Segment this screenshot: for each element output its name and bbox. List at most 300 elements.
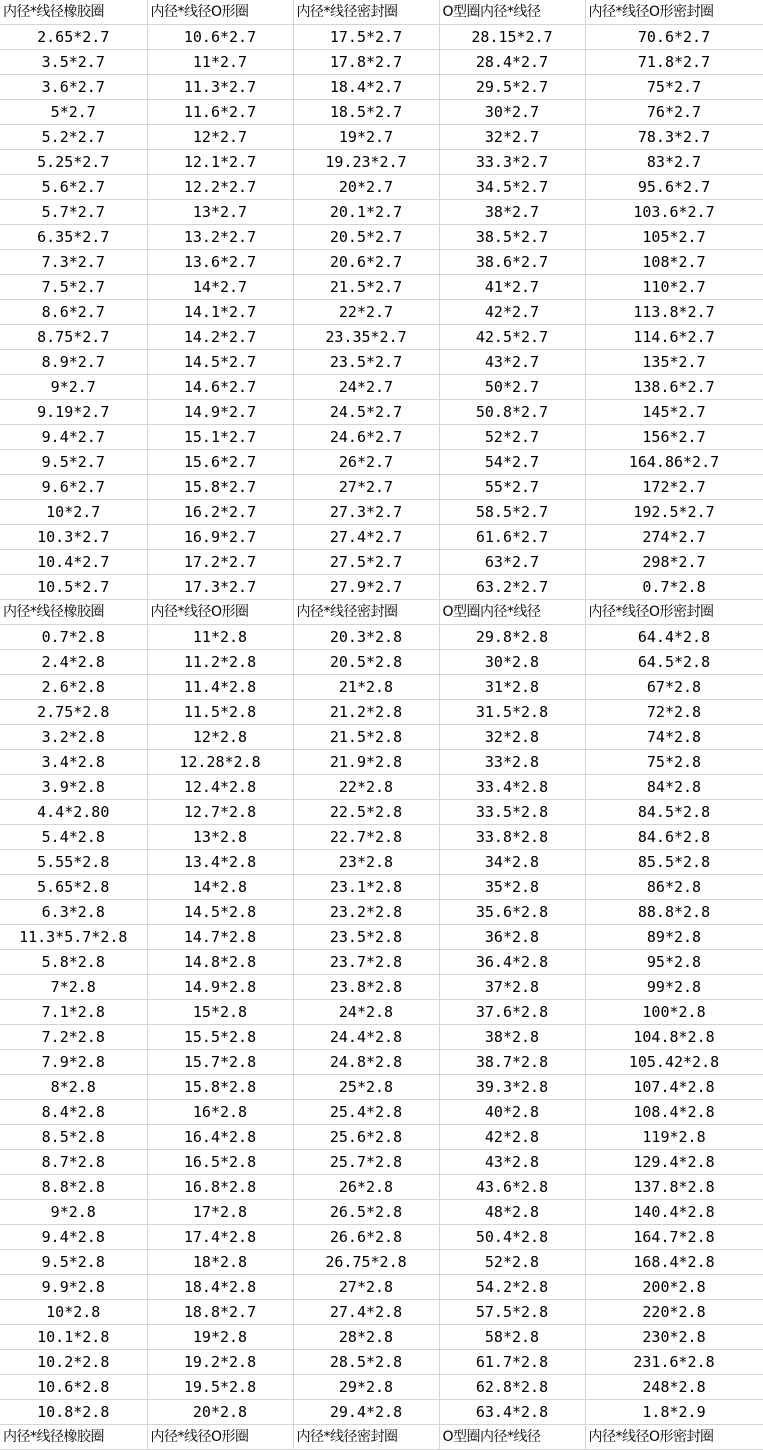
table-cell[interactable]: 7*2.8 — [0, 975, 147, 1000]
table-cell[interactable]: 15.1*2.7 — [147, 425, 293, 450]
table-cell[interactable]: 58*2.8 — [439, 1325, 585, 1350]
table-cell[interactable]: 27.5*2.7 — [293, 550, 439, 575]
table-cell[interactable]: 5.55*2.8 — [0, 850, 147, 875]
table-cell[interactable]: 10.6*2.7 — [147, 25, 293, 50]
table-cell[interactable]: 14.8*2.8 — [147, 950, 293, 975]
table-cell[interactable]: 74*2.8 — [585, 725, 763, 750]
table-cell[interactable]: 43.6*2.8 — [439, 1175, 585, 1200]
table-cell[interactable]: 105.42*2.8 — [585, 1050, 763, 1075]
table-cell[interactable]: 42*2.8 — [439, 1125, 585, 1150]
table-row — [0, 200, 763, 225]
table-cell[interactable]: 13.6*2.7 — [147, 250, 293, 275]
table-cell[interactable]: 17.4*2.8 — [147, 1225, 293, 1250]
table-cell[interactable]: 220*2.8 — [585, 1300, 763, 1325]
table-cell[interactable]: 164.7*2.8 — [585, 1225, 763, 1250]
table-cell[interactable]: 3.5*2.7 — [0, 50, 147, 75]
table-cell[interactable]: 8.8*2.8 — [0, 1175, 147, 1200]
table-cell[interactable]: 10.2*2.8 — [0, 1350, 147, 1375]
table-cell[interactable]: 8.5*2.8 — [0, 1125, 147, 1150]
table-cell[interactable]: 12.28*2.8 — [147, 750, 293, 775]
table-cell[interactable]: 83*2.7 — [585, 150, 763, 175]
table-cell[interactable]: 19*2.7 — [293, 125, 439, 150]
table-cell[interactable]: 15.5*2.8 — [147, 1025, 293, 1050]
table-cell[interactable]: 0.7*2.8 — [585, 575, 763, 600]
table-cell[interactable]: 164.86*2.7 — [585, 450, 763, 475]
table-cell[interactable]: 23.8*2.8 — [293, 975, 439, 1000]
table-cell[interactable]: 21.9*2.8 — [293, 750, 439, 775]
table-cell[interactable]: 18.5*2.7 — [293, 100, 439, 125]
table-cell[interactable]: 11.3*2.7 — [147, 75, 293, 100]
table-cell[interactable]: 19.23*2.7 — [293, 150, 439, 175]
table-cell[interactable]: 145*2.7 — [585, 400, 763, 425]
table-cell[interactable]: 23.2*2.8 — [293, 900, 439, 925]
table-cell[interactable]: 231.6*2.8 — [585, 1350, 763, 1375]
table-cell[interactable]: 20.6*2.7 — [293, 250, 439, 275]
header-row — [0, 600, 763, 625]
table-cell[interactable]: 9.4*2.8 — [0, 1225, 147, 1250]
table-cell[interactable]: 50.4*2.8 — [439, 1225, 585, 1250]
table-cell[interactable]: 30*2.8 — [439, 650, 585, 675]
table-cell[interactable]: 29.5*2.7 — [439, 75, 585, 100]
table-cell[interactable]: 5.4*2.8 — [0, 825, 147, 850]
table-cell[interactable]: 85.5*2.8 — [585, 850, 763, 875]
table-cell[interactable]: 54*2.7 — [439, 450, 585, 475]
table-cell[interactable]: 113.8*2.7 — [585, 300, 763, 325]
table-cell[interactable]: 11.5*2.8 — [147, 700, 293, 725]
header-cell[interactable]: 内径*线径O形圈 — [147, 600, 293, 625]
table-cell[interactable]: 78.3*2.7 — [585, 125, 763, 150]
table-cell[interactable]: 62.8*2.8 — [439, 1375, 585, 1400]
table-cell[interactable]: 17.3*2.7 — [147, 575, 293, 600]
table-cell[interactable]: 33.3*2.7 — [439, 150, 585, 175]
table-cell[interactable]: 14.9*2.8 — [147, 975, 293, 1000]
table-cell[interactable]: 15.6*2.7 — [147, 450, 293, 475]
table-cell[interactable]: 38*2.8 — [439, 1025, 585, 1050]
table-cell[interactable]: 24.4*2.8 — [293, 1025, 439, 1050]
table-cell[interactable]: 10.8*2.8 — [0, 1400, 147, 1425]
table-cell[interactable]: 104.8*2.8 — [585, 1025, 763, 1050]
table-cell[interactable]: 5.6*2.7 — [0, 175, 147, 200]
table-cell[interactable]: 7.1*2.8 — [0, 1000, 147, 1025]
table-cell[interactable]: 64.4*2.8 — [585, 625, 763, 650]
table-cell[interactable]: 24.8*2.8 — [293, 1050, 439, 1075]
table-cell[interactable]: 34*2.8 — [439, 850, 585, 875]
table-cell[interactable]: 40*2.8 — [439, 1100, 585, 1125]
table-cell[interactable]: 4.4*2.80 — [0, 800, 147, 825]
table-cell[interactable]: 37*2.8 — [439, 975, 585, 1000]
table-cell[interactable]: 75*2.8 — [585, 750, 763, 775]
table-cell[interactable]: 3.9*2.8 — [0, 775, 147, 800]
table-cell[interactable]: 5.8*2.8 — [0, 950, 147, 975]
table-cell[interactable]: 18.8*2.7 — [147, 1300, 293, 1325]
table-cell[interactable]: 20.5*2.8 — [293, 650, 439, 675]
table-cell[interactable]: 5*2.7 — [0, 100, 147, 125]
table-cell[interactable]: 27.3*2.7 — [293, 500, 439, 525]
table-cell[interactable]: 23.7*2.8 — [293, 950, 439, 975]
header-cell[interactable]: 内径*线径O形圈 — [147, 1425, 293, 1450]
header-cell[interactable]: 内径*线径密封圈 — [293, 0, 439, 25]
table-cell[interactable]: 108*2.7 — [585, 250, 763, 275]
table-cell[interactable]: 3.2*2.8 — [0, 725, 147, 750]
table-cell[interactable]: 9.4*2.7 — [0, 425, 147, 450]
table-cell[interactable]: 16*2.8 — [147, 1100, 293, 1125]
table-cell[interactable]: 105*2.7 — [585, 225, 763, 250]
table-cell[interactable]: 10*2.7 — [0, 500, 147, 525]
header-cell[interactable]: 内径*线径密封圈 — [293, 600, 439, 625]
table-cell[interactable]: 25.7*2.8 — [293, 1150, 439, 1175]
table-cell[interactable]: 28.15*2.7 — [439, 25, 585, 50]
table-cell[interactable]: 61.7*2.8 — [439, 1350, 585, 1375]
header-cell[interactable]: 内径*线径O形密封圈 — [585, 600, 763, 625]
table-cell[interactable]: 39.3*2.8 — [439, 1075, 585, 1100]
table-cell[interactable]: 88.8*2.8 — [585, 900, 763, 925]
table-cell[interactable]: 36.4*2.8 — [439, 950, 585, 975]
table-cell[interactable]: 14.6*2.7 — [147, 375, 293, 400]
table-cell[interactable]: 30*2.7 — [439, 100, 585, 125]
table-cell[interactable]: 5.2*2.7 — [0, 125, 147, 150]
table-cell[interactable]: 75*2.7 — [585, 75, 763, 100]
table-cell[interactable]: 43*2.7 — [439, 350, 585, 375]
table-cell[interactable]: 15*2.8 — [147, 1000, 293, 1025]
table-cell[interactable]: 95*2.8 — [585, 950, 763, 975]
table-cell[interactable]: 11.2*2.8 — [147, 650, 293, 675]
table-cell[interactable]: 1.8*2.9 — [585, 1400, 763, 1425]
table-cell[interactable]: 35.6*2.8 — [439, 900, 585, 925]
table-cell[interactable]: 38.6*2.7 — [439, 250, 585, 275]
table-cell[interactable]: 17*2.8 — [147, 1200, 293, 1225]
table-cell[interactable]: 76*2.7 — [585, 100, 763, 125]
table-row — [0, 1125, 763, 1150]
table-cell[interactable]: 34.5*2.7 — [439, 175, 585, 200]
table-row — [0, 925, 763, 950]
table-cell[interactable]: 10.4*2.7 — [0, 550, 147, 575]
table-cell[interactable]: 11.4*2.8 — [147, 675, 293, 700]
table-cell[interactable]: 29*2.8 — [293, 1375, 439, 1400]
table-row — [0, 1250, 763, 1275]
table-cell[interactable]: 9.5*2.8 — [0, 1250, 147, 1275]
table-cell[interactable]: 2.75*2.8 — [0, 700, 147, 725]
table-cell[interactable]: 11.3*5.7*2.8 — [0, 925, 147, 950]
table-cell[interactable]: 16.4*2.8 — [147, 1125, 293, 1150]
table-cell[interactable]: 18.4*2.8 — [147, 1275, 293, 1300]
header-cell[interactable]: O型圈内径*线径 — [439, 0, 585, 25]
table-cell[interactable]: 13*2.8 — [147, 825, 293, 850]
table-cell[interactable]: 14.1*2.7 — [147, 300, 293, 325]
table-cell[interactable]: 89*2.8 — [585, 925, 763, 950]
table-cell[interactable]: 21.5*2.7 — [293, 275, 439, 300]
table-cell[interactable]: 29.4*2.8 — [293, 1400, 439, 1425]
table-cell[interactable]: 27*2.8 — [293, 1275, 439, 1300]
table-cell[interactable]: 200*2.8 — [585, 1275, 763, 1300]
table-cell[interactable]: 27.4*2.7 — [293, 525, 439, 550]
table-cell[interactable]: 12.1*2.7 — [147, 150, 293, 175]
table-cell[interactable]: 25*2.8 — [293, 1075, 439, 1100]
table-cell[interactable]: 61.6*2.7 — [439, 525, 585, 550]
table-cell[interactable]: 6.3*2.8 — [0, 900, 147, 925]
table-cell[interactable]: 8.75*2.7 — [0, 325, 147, 350]
header-cell[interactable]: 内径*线径O形密封圈 — [585, 0, 763, 25]
table-cell[interactable]: 168.4*2.8 — [585, 1250, 763, 1275]
table-cell[interactable]: 38*2.7 — [439, 200, 585, 225]
table-cell[interactable]: 5.65*2.8 — [0, 875, 147, 900]
table-cell[interactable]: 20.3*2.8 — [293, 625, 439, 650]
table-cell[interactable]: 14*2.7 — [147, 275, 293, 300]
table-cell[interactable]: 110*2.7 — [585, 275, 763, 300]
table-cell[interactable]: 20.5*2.7 — [293, 225, 439, 250]
table-cell[interactable]: 21.2*2.8 — [293, 700, 439, 725]
table-cell[interactable]: 9.6*2.7 — [0, 475, 147, 500]
table-cell[interactable]: 9*2.8 — [0, 1200, 147, 1225]
table-cell[interactable]: 63*2.7 — [439, 550, 585, 575]
table-cell[interactable]: 28.4*2.7 — [439, 50, 585, 75]
table-cell[interactable]: 10*2.8 — [0, 1300, 147, 1325]
table-row — [0, 450, 763, 475]
table-cell[interactable]: 14.2*2.7 — [147, 325, 293, 350]
table-cell[interactable]: 84.6*2.8 — [585, 825, 763, 850]
table-cell[interactable]: 107.4*2.8 — [585, 1075, 763, 1100]
table-cell[interactable]: 29.8*2.8 — [439, 625, 585, 650]
table-cell[interactable]: 13.4*2.8 — [147, 850, 293, 875]
table-row — [0, 50, 763, 75]
table-cell[interactable]: 28*2.8 — [293, 1325, 439, 1350]
table-cell[interactable]: 57.5*2.8 — [439, 1300, 585, 1325]
table-cell[interactable]: 21.5*2.8 — [293, 725, 439, 750]
table-cell[interactable]: 17.2*2.7 — [147, 550, 293, 575]
table-cell[interactable]: 43*2.8 — [439, 1150, 585, 1175]
table-cell[interactable]: 11*2.7 — [147, 50, 293, 75]
table-cell[interactable]: 5.7*2.7 — [0, 200, 147, 225]
table-cell[interactable]: 38.7*2.8 — [439, 1050, 585, 1075]
table-cell[interactable]: 38.5*2.7 — [439, 225, 585, 250]
table-cell[interactable]: 140.4*2.8 — [585, 1200, 763, 1225]
table-cell[interactable]: 14.7*2.8 — [147, 925, 293, 950]
table-cell[interactable]: 2.6*2.8 — [0, 675, 147, 700]
table-cell[interactable]: 12.7*2.8 — [147, 800, 293, 825]
table-cell[interactable]: 10.3*2.7 — [0, 525, 147, 550]
table-cell[interactable]: 27*2.7 — [293, 475, 439, 500]
table-cell[interactable]: 17.5*2.7 — [293, 25, 439, 50]
table-cell[interactable]: 26.5*2.8 — [293, 1200, 439, 1225]
table-cell[interactable]: 108.4*2.8 — [585, 1100, 763, 1125]
table-cell[interactable]: 172*2.7 — [585, 475, 763, 500]
table-cell[interactable]: 36*2.8 — [439, 925, 585, 950]
table-cell[interactable]: 114.6*2.7 — [585, 325, 763, 350]
header-cell[interactable]: 内径*线径橡胶圈 — [0, 1425, 147, 1450]
table-cell[interactable]: 22*2.8 — [293, 775, 439, 800]
table-cell[interactable]: 8.6*2.7 — [0, 300, 147, 325]
table-cell[interactable]: 16.5*2.8 — [147, 1150, 293, 1175]
table-cell[interactable]: 20.1*2.7 — [293, 200, 439, 225]
table-cell[interactable]: 3.6*2.7 — [0, 75, 147, 100]
table-cell[interactable]: 37.6*2.8 — [439, 1000, 585, 1025]
table-cell[interactable]: 10.1*2.8 — [0, 1325, 147, 1350]
table-cell[interactable]: 10.5*2.7 — [0, 575, 147, 600]
table-cell[interactable]: 135*2.7 — [585, 350, 763, 375]
table-cell[interactable]: 2.65*2.7 — [0, 25, 147, 50]
table-cell[interactable]: 22.5*2.8 — [293, 800, 439, 825]
table-cell[interactable]: 19.2*2.8 — [147, 1350, 293, 1375]
table-row — [0, 1300, 763, 1325]
header-cell[interactable]: O型圈内径*线径 — [439, 600, 585, 625]
table-cell[interactable]: 42.5*2.7 — [439, 325, 585, 350]
table-cell[interactable]: 48*2.8 — [439, 1200, 585, 1225]
table-cell[interactable]: 70.6*2.7 — [585, 25, 763, 50]
table-cell[interactable]: 23.35*2.7 — [293, 325, 439, 350]
table-cell[interactable]: 23*2.8 — [293, 850, 439, 875]
table-cell[interactable]: 18*2.8 — [147, 1250, 293, 1275]
table-cell[interactable]: 8.9*2.7 — [0, 350, 147, 375]
table-cell[interactable]: 32*2.8 — [439, 725, 585, 750]
table-cell[interactable]: 16.9*2.7 — [147, 525, 293, 550]
table-cell[interactable]: 63.4*2.8 — [439, 1400, 585, 1425]
table-cell[interactable]: 24.6*2.7 — [293, 425, 439, 450]
table-cell[interactable]: 8*2.8 — [0, 1075, 147, 1100]
table-cell[interactable]: 23.1*2.8 — [293, 875, 439, 900]
table-cell[interactable]: 248*2.8 — [585, 1375, 763, 1400]
table-cell[interactable]: 298*2.7 — [585, 550, 763, 575]
table-cell[interactable]: 50*2.7 — [439, 375, 585, 400]
table-cell[interactable]: 12*2.7 — [147, 125, 293, 150]
table-cell[interactable]: 7.3*2.7 — [0, 250, 147, 275]
table-cell[interactable]: 86*2.8 — [585, 875, 763, 900]
table-cell[interactable]: 103.6*2.7 — [585, 200, 763, 225]
table-cell[interactable]: 11*2.8 — [147, 625, 293, 650]
table-cell[interactable]: 20*2.7 — [293, 175, 439, 200]
header-cell[interactable]: 内径*线径O形密封圈 — [585, 1425, 763, 1450]
table-cell[interactable]: 16.8*2.8 — [147, 1175, 293, 1200]
table-cell[interactable]: 54.2*2.8 — [439, 1275, 585, 1300]
table-cell[interactable]: 26.75*2.8 — [293, 1250, 439, 1275]
table-cell[interactable]: 58.5*2.7 — [439, 500, 585, 525]
table-cell[interactable]: 119*2.8 — [585, 1125, 763, 1150]
table-cell[interactable]: 19*2.8 — [147, 1325, 293, 1350]
table-cell[interactable]: 64.5*2.8 — [585, 650, 763, 675]
header-cell[interactable]: 内径*线径密封圈 — [293, 1425, 439, 1450]
table-cell[interactable]: 24.5*2.7 — [293, 400, 439, 425]
table-cell[interactable]: 6.35*2.7 — [0, 225, 147, 250]
table-cell[interactable]: 138.6*2.7 — [585, 375, 763, 400]
table-cell[interactable]: 7.5*2.7 — [0, 275, 147, 300]
table-cell[interactable]: 33.4*2.8 — [439, 775, 585, 800]
table-cell[interactable]: 27.4*2.8 — [293, 1300, 439, 1325]
table-cell[interactable]: 55*2.7 — [439, 475, 585, 500]
table-cell[interactable]: 7.2*2.8 — [0, 1025, 147, 1050]
table-cell[interactable]: 13.2*2.7 — [147, 225, 293, 250]
table-cell[interactable]: 22.7*2.8 — [293, 825, 439, 850]
table-cell[interactable]: 230*2.8 — [585, 1325, 763, 1350]
table-cell[interactable]: 274*2.7 — [585, 525, 763, 550]
table-cell[interactable]: 12.4*2.8 — [147, 775, 293, 800]
header-cell[interactable]: 内径*线径橡胶圈 — [0, 600, 147, 625]
table-cell[interactable]: 0.7*2.8 — [0, 625, 147, 650]
table-cell[interactable]: 8.7*2.8 — [0, 1150, 147, 1175]
table-cell[interactable]: 9.19*2.7 — [0, 400, 147, 425]
table-cell[interactable]: 19.5*2.8 — [147, 1375, 293, 1400]
table-cell[interactable]: 26*2.8 — [293, 1175, 439, 1200]
table-cell[interactable]: 23.5*2.7 — [293, 350, 439, 375]
table-cell[interactable]: 67*2.8 — [585, 675, 763, 700]
table-cell[interactable]: 33*2.8 — [439, 750, 585, 775]
table-cell[interactable]: 23.5*2.8 — [293, 925, 439, 950]
table-cell[interactable]: 14.5*2.8 — [147, 900, 293, 925]
table-cell[interactable]: 12*2.8 — [147, 725, 293, 750]
table-cell[interactable]: 137.8*2.8 — [585, 1175, 763, 1200]
table-cell[interactable]: 41*2.7 — [439, 275, 585, 300]
table-cell[interactable]: 99*2.8 — [585, 975, 763, 1000]
table-cell[interactable]: 52*2.7 — [439, 425, 585, 450]
table-cell[interactable]: 14*2.8 — [147, 875, 293, 900]
table-cell[interactable]: 31*2.8 — [439, 675, 585, 700]
table-cell[interactable]: 14.9*2.7 — [147, 400, 293, 425]
table-cell[interactable]: 63.2*2.7 — [439, 575, 585, 600]
table-cell[interactable]: 8.4*2.8 — [0, 1100, 147, 1125]
table-cell[interactable]: 24*2.7 — [293, 375, 439, 400]
table-cell[interactable]: 2.4*2.8 — [0, 650, 147, 675]
table-cell[interactable]: 15.7*2.8 — [147, 1050, 293, 1075]
table-cell[interactable]: 156*2.7 — [585, 425, 763, 450]
table-cell[interactable]: 15.8*2.7 — [147, 475, 293, 500]
table-cell[interactable]: 22*2.7 — [293, 300, 439, 325]
table-row — [0, 1375, 763, 1400]
table-cell[interactable]: 9.9*2.8 — [0, 1275, 147, 1300]
table-cell[interactable]: 31.5*2.8 — [439, 700, 585, 725]
table-cell[interactable]: 3.4*2.8 — [0, 750, 147, 775]
table-cell[interactable]: 15.8*2.8 — [147, 1075, 293, 1100]
table-cell[interactable]: 13*2.7 — [147, 200, 293, 225]
table-cell[interactable]: 32*2.7 — [439, 125, 585, 150]
table-cell[interactable]: 26*2.7 — [293, 450, 439, 475]
table-cell[interactable]: 84*2.8 — [585, 775, 763, 800]
table-cell[interactable]: 9*2.7 — [0, 375, 147, 400]
table-cell[interactable]: 11.6*2.7 — [147, 100, 293, 125]
table-cell[interactable]: 21*2.8 — [293, 675, 439, 700]
table-cell[interactable]: 84.5*2.8 — [585, 800, 763, 825]
table-cell[interactable]: 20*2.8 — [147, 1400, 293, 1425]
table-cell[interactable]: 17.8*2.7 — [293, 50, 439, 75]
header-cell[interactable]: 内径*线径O形圈 — [147, 0, 293, 25]
table-cell[interactable]: 50.8*2.7 — [439, 400, 585, 425]
table-cell[interactable]: 28.5*2.8 — [293, 1350, 439, 1375]
table-cell[interactable]: 25.4*2.8 — [293, 1100, 439, 1125]
table-cell[interactable]: 27.9*2.7 — [293, 575, 439, 600]
table-cell[interactable]: 42*2.7 — [439, 300, 585, 325]
table-cell[interactable]: 12.2*2.7 — [147, 175, 293, 200]
table-cell[interactable]: 26.6*2.8 — [293, 1225, 439, 1250]
table-cell[interactable]: 33.5*2.8 — [439, 800, 585, 825]
table-cell[interactable]: 10.6*2.8 — [0, 1375, 147, 1400]
table-cell[interactable]: 7.9*2.8 — [0, 1050, 147, 1075]
table-cell[interactable]: 24*2.8 — [293, 1000, 439, 1025]
table-cell[interactable]: 95.6*2.7 — [585, 175, 763, 200]
table-cell[interactable]: 100*2.8 — [585, 1000, 763, 1025]
table-cell[interactable]: 35*2.8 — [439, 875, 585, 900]
table-cell[interactable]: 71.8*2.7 — [585, 50, 763, 75]
table-row — [0, 1100, 763, 1125]
table-cell[interactable]: 25.6*2.8 — [293, 1125, 439, 1150]
table-cell[interactable]: 129.4*2.8 — [585, 1150, 763, 1175]
table-cell[interactable]: 5.25*2.7 — [0, 150, 147, 175]
table-cell[interactable]: 192.5*2.7 — [585, 500, 763, 525]
table-cell[interactable]: 72*2.8 — [585, 700, 763, 725]
header-cell[interactable]: 内径*线径橡胶圈 — [0, 0, 147, 25]
header-cell[interactable]: O型圈内径*线径 — [439, 1425, 585, 1450]
table-cell[interactable]: 16.2*2.7 — [147, 500, 293, 525]
table-cell[interactable]: 18.4*2.7 — [293, 75, 439, 100]
table-cell[interactable]: 33.8*2.8 — [439, 825, 585, 850]
table-cell[interactable]: 52*2.8 — [439, 1250, 585, 1275]
table-cell[interactable]: 14.5*2.7 — [147, 350, 293, 375]
table-cell[interactable]: 9.5*2.7 — [0, 450, 147, 475]
